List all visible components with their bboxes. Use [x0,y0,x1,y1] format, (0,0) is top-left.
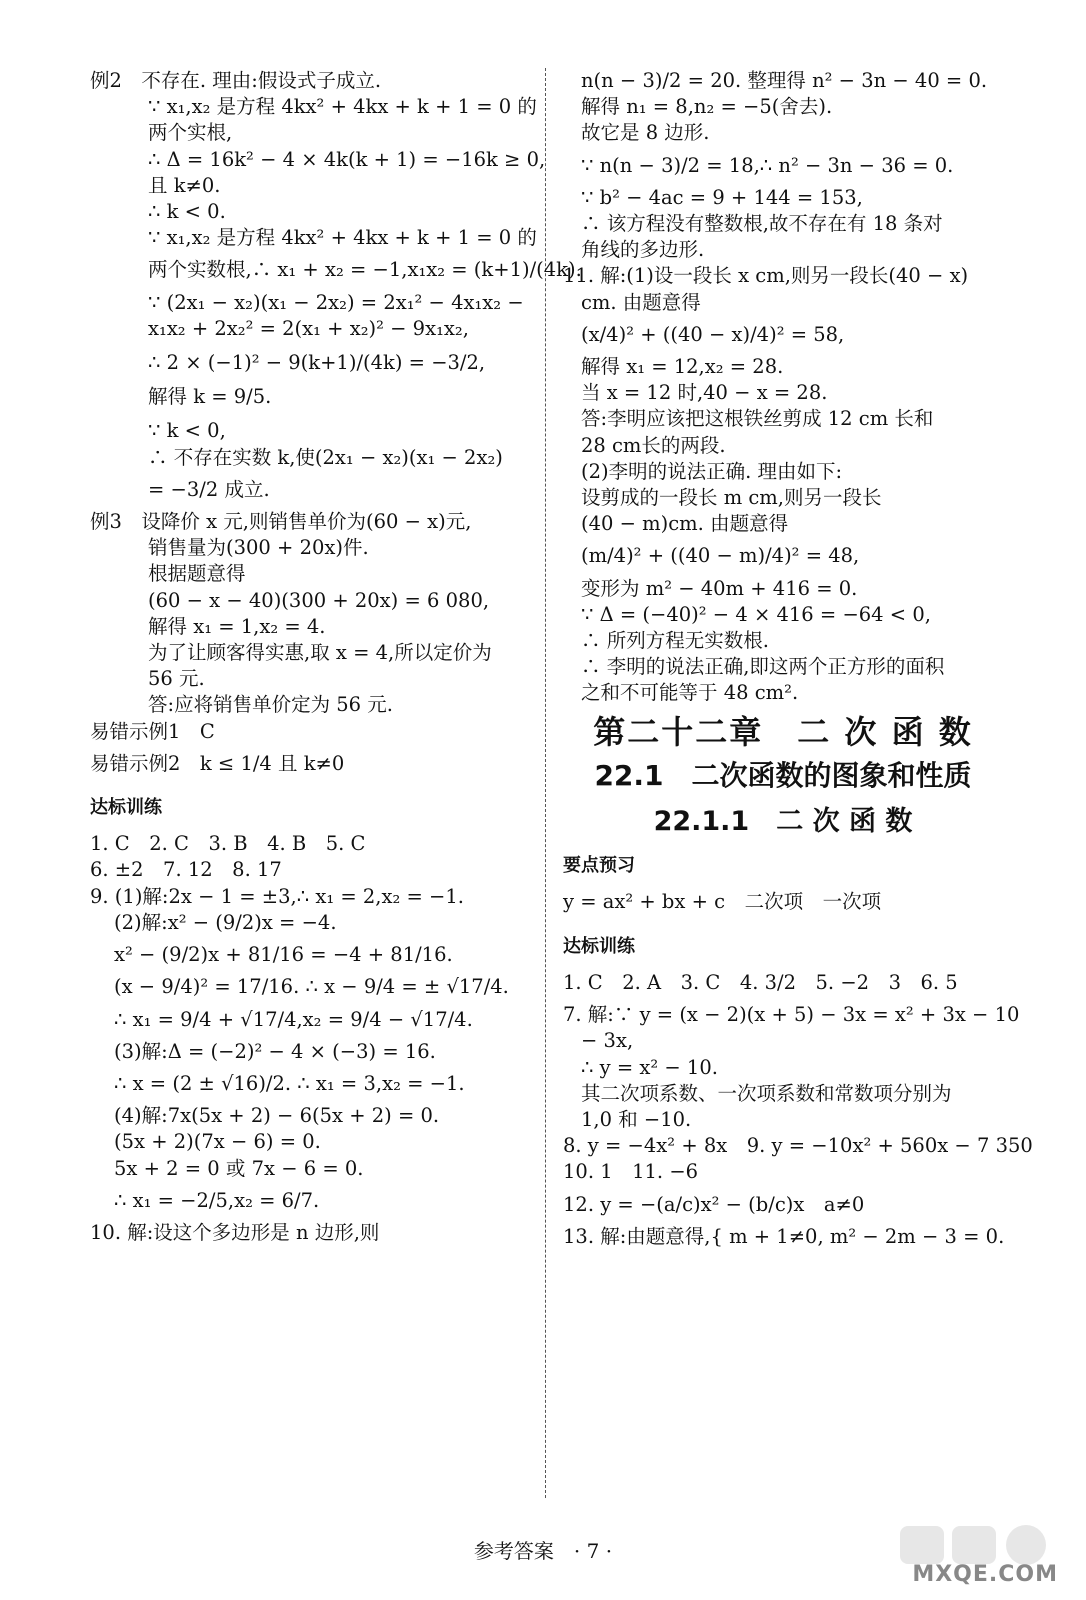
answer-line: 8. y = −4x² + 8x 9. y = −10x² + 560x − 7 350 [563,1134,1033,1158]
answer-line: 1. C 2. A 3. C 4. 3/2 5. −2 3 6. 5 [563,970,958,994]
section-title: 22.1 二次函数的图象和性质 [594,758,972,792]
answer-line: y = ax² + bx + c 二次项 一次项 [563,890,882,914]
answer-line: 12. y = −(a/c)x² − (b/c)x a≠0 [563,1192,865,1216]
text-line: 之和不可能等于 48 cm². [581,681,799,705]
text-line: 角线的多边形. [581,238,705,262]
text-line: cm. 由题意得 [581,290,701,314]
text-line: = −3/2 成立. [148,477,270,501]
text-line: 变形为 m² − 40m + 416 = 0. [581,576,858,600]
example-3-heading: 例3 设降价 x 元,则销售单价为(60 − x)元, [90,510,472,534]
subsection-title: 22.1.1 二 次 函 数 [653,806,913,838]
right-column [563,68,1033,1256]
text-line: ∴ x = (2 ± √16)/2. ∴ x₁ = 3,x₂ = −1. [114,1071,465,1095]
section-heading: 达标训练 [90,797,162,819]
example-2-heading: 例2 不存在. 理由:假设式子成立. [90,69,382,92]
text-line: 1,0 和 −10. [581,1107,692,1131]
text-line: ∴ 该方程没有整数根,故不存在有 18 条对 [581,212,943,236]
text-line: (m/4)² + ((40 − m)/4)² = 48, [581,544,860,568]
page-footer: 参考答案 · 7 · [473,1539,613,1563]
text-line: (40 − m)cm. 由题意得 [581,512,789,536]
section-heading: 要点预习 [563,855,635,877]
text-line: ∴ y = x² − 10. [581,1055,718,1079]
text-line: 销售量为(300 + 20x)件. [148,536,369,560]
text-line: 解得 x₁ = 12,x₂ = 28. [581,355,784,379]
answer-line: 13. 解:由题意得,{ m + 1≠0, m² − 2m − 3 = 0. [563,1224,1005,1248]
text-line: ∵ x₁,x₂ 是方程 4kx² + 4kx + k + 1 = 0 的 [148,95,537,119]
answer-line: 9. (1)解:2x − 1 = ±3,∴ x₁ = 2,x₂ = −1. [90,884,464,908]
left-column [90,68,582,1246]
text-line: ∴ x₁ = −2/5,x₂ = 6/7. [114,1188,320,1212]
text-line: ∴ x₁ = 9/4 + √17/4,x₂ = 9/4 − √17/4. [114,1007,473,1031]
text-line: ∴ 李明的说法正确,即这两个正方形的面积 [581,655,945,679]
answer-line: 7. 解:∵ y = (x − 2)(x + 5) − 3x = x² + 3x − 10 [563,1003,1020,1027]
text-line: 答:应将销售单价定为 56 元. [148,693,393,717]
text-line: x₁x₂ + 2x₂² = 2(x₁ + x₂)² − 9x₁x₂, [148,316,469,340]
text-line: (3)解:Δ = (−2)² − 4 × (−3) = 16. [114,1039,436,1063]
text-line: n(n − 3)/2 = 20. 整理得 n² − 3n − 40 = 0. [581,69,988,92]
text-line: 解得 x₁ = 1,x₂ = 4. [148,614,326,638]
text-line: (4)解:7x(5x + 2) − 6(5x + 2) = 0. [114,1104,440,1128]
text-line: ∴ 2 × (−1)² − 9(k+1)/(4k) = −3/2, [148,351,486,375]
watermark-text: MXQE.COM [912,1562,1058,1587]
text-line: ∴ k < 0. [148,200,226,224]
text-line: − 3x, [581,1029,634,1053]
text-line: 解得 n₁ = 8,n₂ = −5(舍去). [581,95,833,119]
text-line: 28 cm长的两段. [581,433,726,457]
text-line: (5x + 2)(7x − 6) = 0. [114,1130,321,1154]
text-line: (x − 9/4)² = 17/16. ∴ x − 9/4 = ± √17/4. [114,975,509,999]
answer-line: 6. ±2 7. 12 8. 17 [90,858,282,882]
text-line: 故它是 8 边形. [581,121,710,145]
section-heading: 达标训练 [563,935,635,957]
text-line: 56 元. [148,667,205,691]
text-line: ∵ b² − 4ac = 9 + 144 = 153, [581,185,863,209]
text-line: 两个实数根,∴ x₁ + x₂ = −1,x₁x₂ = (k+1)/(4k). [148,258,582,282]
text-line: 5x + 2 = 0 或 7x − 6 = 0. [114,1156,364,1180]
answer-line: 1. C 2. C 3. B 4. B 5. C [90,832,366,856]
text-line: ∴ 所列方程无实数根. [581,629,769,653]
text-line: ∴ 不存在实数 k,使(2x₁ − x₂)(x₁ − 2x₂) [148,445,503,469]
text-line: x² − (9/2)x + 81/16 = −4 + 81/16. [114,943,453,967]
text-line: 根据题意得 [148,562,246,586]
text-line: 答:李明应该把这根铁丝剪成 12 cm 长和 [581,407,934,431]
text-line: 为了让顾客得实惠,取 x = 4,所以定价为 [148,641,492,665]
text-line: ∵ Δ = (−40)² − 4 × 416 = −64 < 0, [581,602,931,626]
text-line: (2)解:x² − (9/2)x = −4. [114,910,337,934]
chapter-title: 第二十二章 二 次 函 数 [593,712,973,751]
text-line: 解得 k = 9/5. [148,385,272,409]
text-line: (x/4)² + ((40 − x)/4)² = 58, [581,322,845,346]
text-line: 其二次项系数、一次项系数和常数项分别为 [581,1081,952,1105]
text-line: (2)李明的说法正确. 理由如下: [581,459,843,483]
text-line: ∴ Δ = 16k² − 4 × 4k(k + 1) = −16k ≥ 0, [148,147,546,171]
text-line: 且 k≠0. [148,173,221,197]
text-line: 设剪成的一段长 m cm,则另一段长 [581,486,882,510]
text-line: 两个实根, [148,121,233,145]
text-line: ∵ n(n − 3)/2 = 18,∴ n² − 3n − 36 = 0. [581,153,954,177]
common-error-2: 易错示例2 k ≤ 1/4 且 k≠0 [90,751,345,775]
text-line: ∵ (2x₁ − x₂)(x₁ − 2x₂) = 2x₁² − 4x₁x₂ − [148,290,524,314]
answer-line: 10. 解:设这个多边形是 n 边形,则 [90,1220,380,1244]
text-line: 当 x = 12 时,40 − x = 28. [581,381,828,405]
answer-line: 11. 解:(1)设一段长 x cm,则另一段长(40 − x) [563,264,969,288]
common-error-1: 易错示例1 C [90,719,215,743]
text-line: (60 − x − 40)(300 + 20x) = 6 080, [148,588,490,612]
text-line: ∵ k < 0, [148,419,226,443]
answer-line: 10. 1 11. −6 [563,1160,699,1184]
text-line: ∵ x₁,x₂ 是方程 4kx² + 4kx + k + 1 = 0 的 [148,226,537,250]
